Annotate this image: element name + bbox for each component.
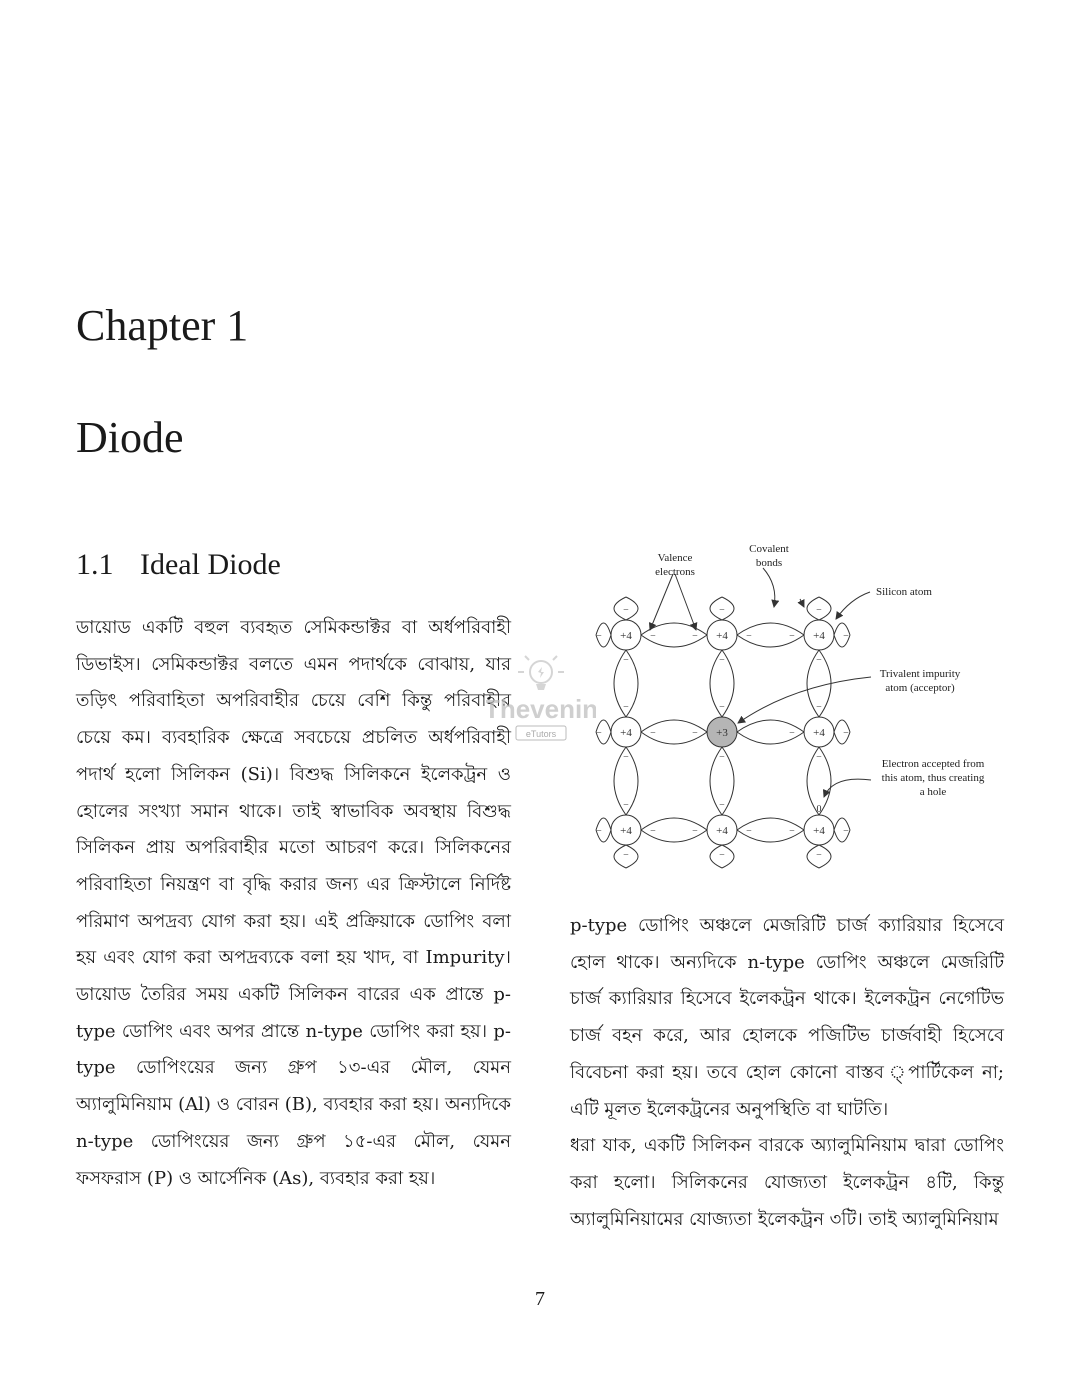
atom-charge: +4 [813,825,825,837]
atom-charge: +3 [716,727,728,739]
electron-sign: − [789,631,795,642]
electron-sign: − [719,800,725,811]
electron-sign: − [719,850,725,861]
accepted-label-line3: a hole [919,786,947,798]
section-title: Ideal Diode [140,548,281,581]
electron-sign: − [623,605,629,616]
hole-mark: 0 [816,804,822,815]
electron-sign: − [746,631,752,642]
electron-sign: − [719,605,725,616]
electron-sign: − [623,850,629,861]
section-heading [76,548,281,582]
electron-sign: − [692,826,698,837]
lightbulb-icon [518,656,564,690]
electron-sign: − [789,826,795,837]
atom-grid [611,620,834,845]
right-paragraph-1: p-type ডোপিং অঞ্চলে মেজরিটি চার্জ ক্যারিয়ার হিসেবে হোল থাকে। অন্যদিকে n-type ডোপিং অঞ্চলে মেজরিটি চার্জ ক্যারিয়ার হিসেবে ইলেকট্রন থাকে। ইলেকট্রন নেগেটিভ চার্জ বহন করে, আর হোলকে পজিটিভ চার্জবাহী হিসেবে বিবেচনা করা হয়। তবে হোল কোনো বাস্তব ্পার্টিকেল না; এটি মূলত ইলেকট্রনের অনুপস্থিতি বা ঘাটতি। [570,915,1004,1120]
page-number: 7 [535,1288,545,1310]
electron-sign: − [596,728,602,739]
chapter-label: Chapter 1 [76,301,249,350]
accepted-label-line1: Electron accepted from [881,758,985,770]
electron-sign: − [596,826,602,837]
electron-sign: − [623,752,629,763]
electron-sign: − [719,655,725,666]
electron-sign: − [816,655,822,666]
lattice-svg [578,535,1018,875]
electron-sign: − [692,631,698,642]
electron-sign: − [692,728,698,739]
atom-charge: +4 [716,630,728,642]
right-column [570,908,1004,1238]
watermark-brand: Thevenin [486,694,596,724]
atom-charge: +4 [813,727,825,739]
electron-sign: − [816,702,822,713]
callout-arrows [650,568,871,797]
atom-charge: +4 [620,727,632,739]
atom-charge: +4 [620,825,632,837]
electron-sign: − [746,826,752,837]
watermark-tag: eTutors [525,729,557,739]
electron-sign: − [719,752,725,763]
accepted-label-line2: this atom, thus creating [881,772,985,784]
electron-sign: − [596,631,602,642]
silicon-atom-label: Silicon atom [876,586,932,598]
electron-sign: − [843,728,849,739]
left-paragraph: ডায়োড একটি বহুল ব্যবহৃত সেমিকন্ডাক্টর বা অর্ধপরিবাহী ডিভাইস। সেমিকন্ডাক্টর বলতে এমন পদার্থকে বোঝায়, যার তড়িৎ পরিবাহিতা অপরিবাহীর চেয়ে বেশি কিন্তু পরিবাহীর চেয়ে কম। ব্যবহারিক ক্ষেত্রে সবচেয়ে প্রচলিত অর্ধপরিবাহী পদার্থ হলো সিলিকন (Si)। বিশুদ্ধ সিলিকনে ইলেকট্রন ও হোলের সংখ্যা সমান থাকে। তাই স্বাভাবিক অবস্থায় বিশুদ্ধ সিলিকন প্রায় অপরিবাহীর মতো আচরণ করে। সিলিকনের পরিবাহিতা নিয়ন্ত্রণ বা বৃদ্ধি করার জন্য এর ক্রিস্টালে নির্দিষ্ট পরিমাণ অপদ্রব্য যোগ করা হয়। এই প্রক্রিয়াকে ডোপিং বলা হয় এবং যোগ করা অপদ্রব্যকে বলা হয় খাদ, বা Impurity। ডায়োড তৈরির সময় একটি সিলিকন বারের এক প্রান্তে p-type ডোপিং এবং অপর প্রান্তে n-type ডোপিং করা হয়। p-type ডোপিংয়ের জন্য গ্রুপ ১৩-এর মৌল, যেমন অ্যালুমিনিয়াম (Al) ও বোরন (B), ব্যবহার করা হয়। অন্যদিকে n-type ডোপিংয়ের জন্য গ্রুপ ১৫-এর মৌল, যেমন ফসফরাস (P) ও আর্সেনিক (As), ব্যবহার করা হয়। [76,617,511,1189]
atom-charge: +4 [620,630,632,642]
electron-sign: − [623,655,629,666]
atom-charge: +4 [813,630,825,642]
electron-sign: − [623,702,629,713]
electron-sign: − [623,800,629,811]
electron-sign: − [843,631,849,642]
electron-sign: − [816,850,822,861]
electron-sign: − [816,752,822,763]
right-paragraph-2: ধরা যাক, একটি সিলিকন বারকে অ্যালুমিনিয়াম দ্বারা ডোপিং করা হলো। সিলিকনের যোজ্যতা ইলেকট্রন ৪টি, কিন্তু অ্যালুমিনিয়ামের যোজ্যতা ইলেকট্রন ৩টি। তাই অ্যালুমিনিয়াম [570,1135,1004,1230]
electron-sign: − [650,826,656,837]
electron-sign: − [789,728,795,739]
electron-sign: − [843,826,849,837]
electron-sign: − [816,605,822,616]
section-number: 1.1 [76,548,114,581]
electron-sign: − [650,631,656,642]
valence-label-line2: electrons [655,566,695,578]
chapter-title: Diode [76,413,184,462]
trivalent-label-line1: Trivalent impurity [879,668,961,680]
left-column [76,610,511,1197]
valence-label-line1: Valence [657,552,693,564]
electron-sign: − [650,728,656,739]
atom-charge: +4 [716,825,728,837]
covalent-label-line2: bonds [755,557,783,569]
electron-sign: − [719,702,725,713]
covalent-label-line1: Covalent [749,543,789,555]
trivalent-label-line2: atom (acceptor) [885,682,955,694]
watermark [486,650,596,745]
silicon-lattice-figure [578,535,1018,875]
